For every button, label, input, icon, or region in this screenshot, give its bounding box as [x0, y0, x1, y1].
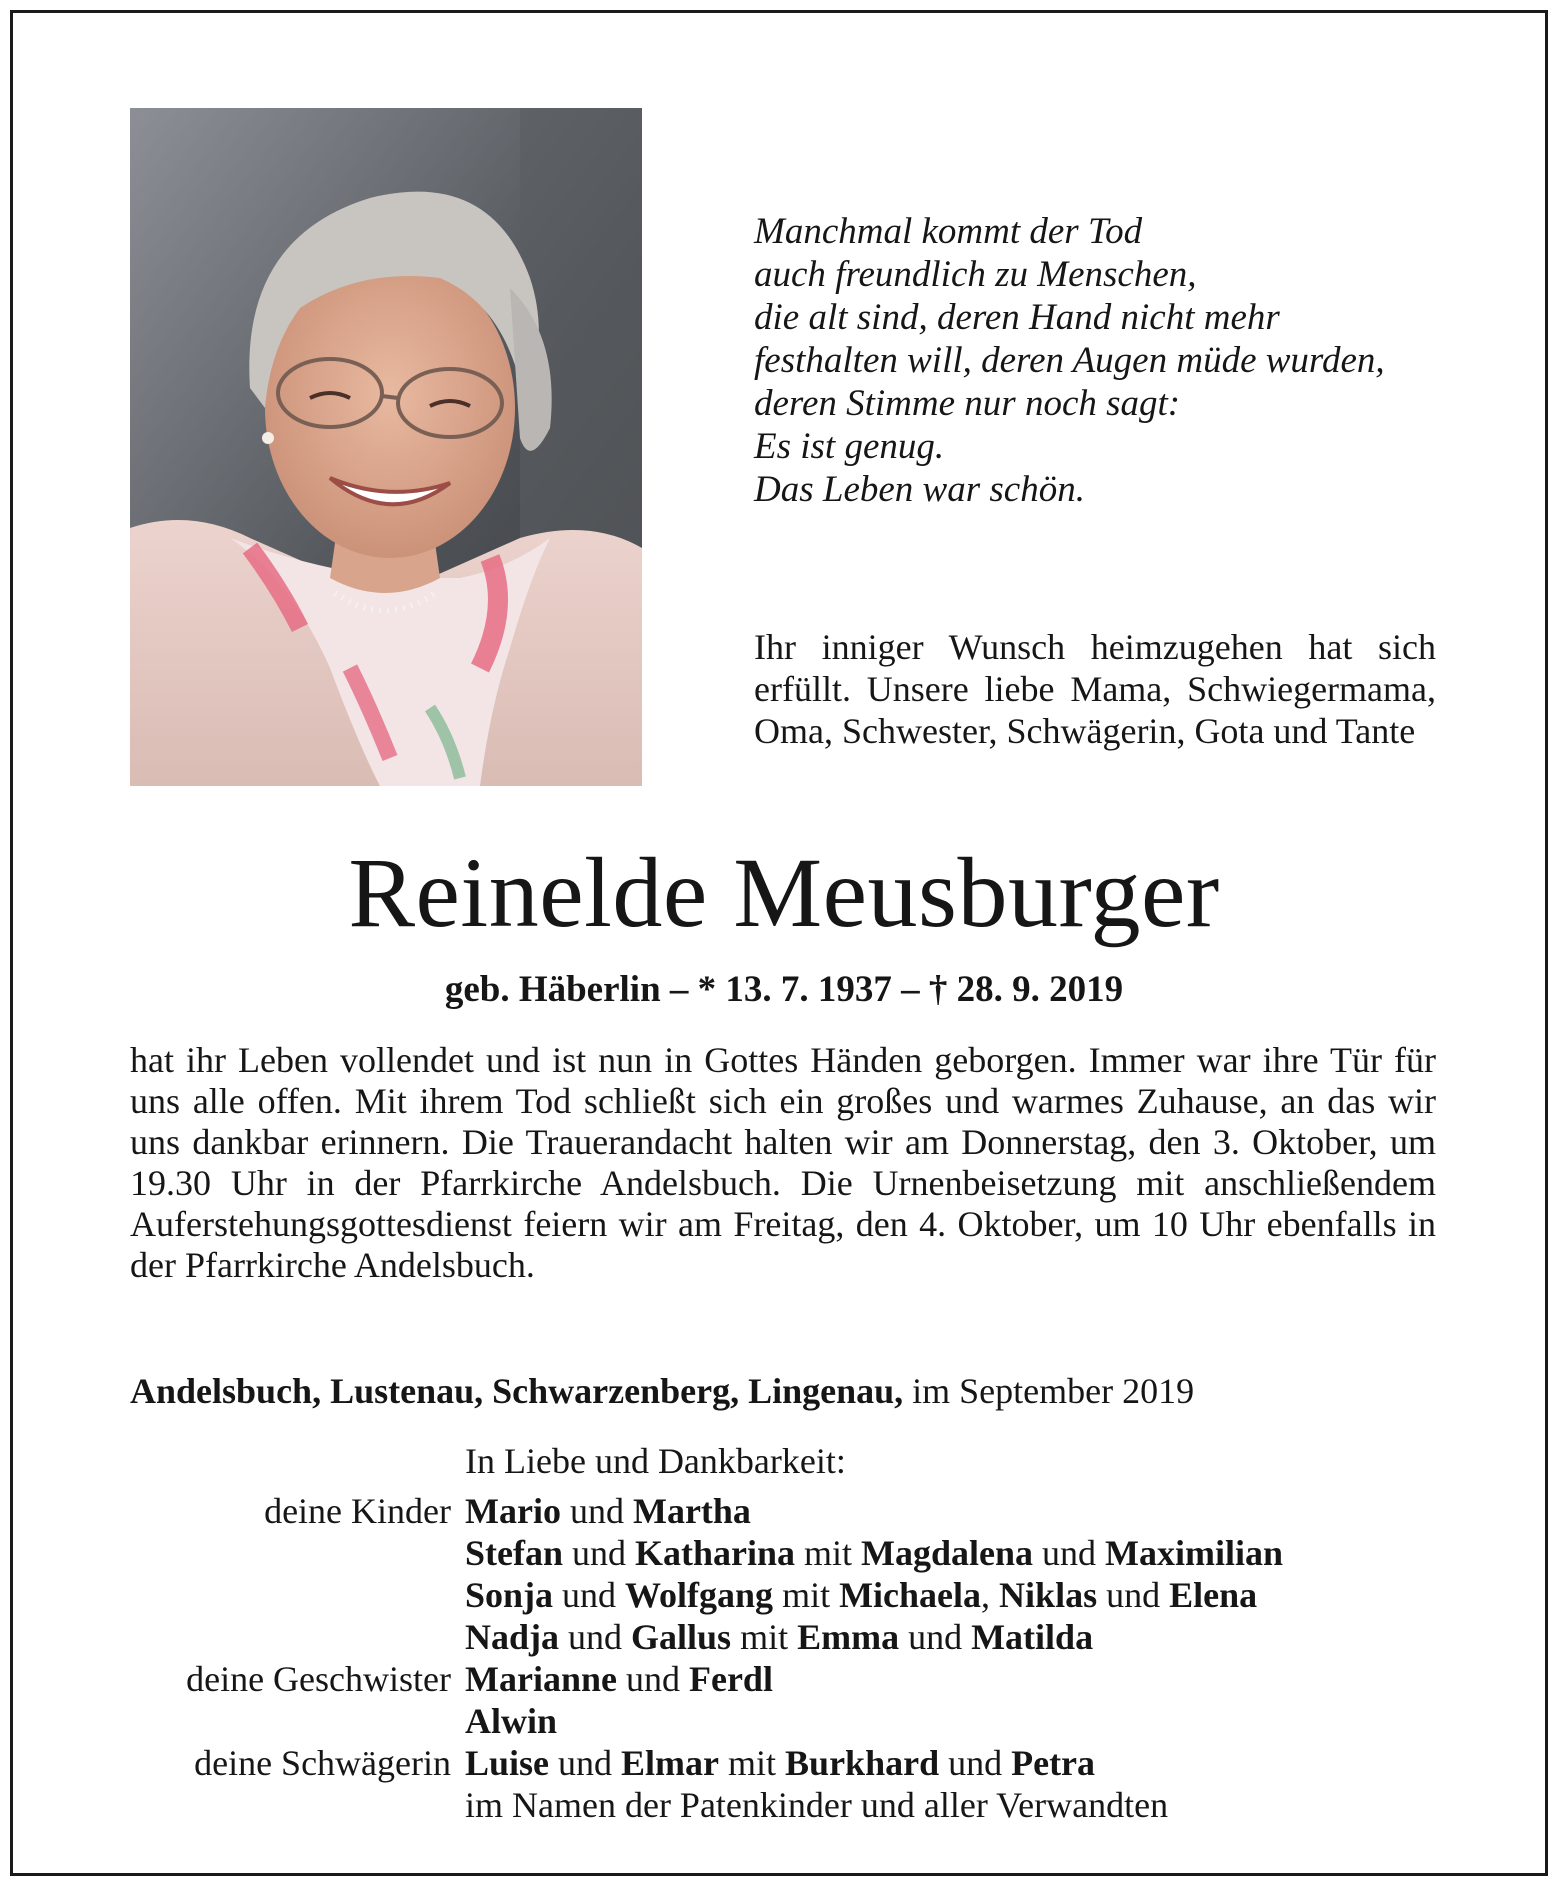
family-names: Alwin: [465, 1701, 558, 1741]
family-closing: im Namen der Patenkinder und aller Verwandten: [465, 1785, 1169, 1825]
places-and-date: [130, 1370, 1470, 1412]
family-row: [0, 1742, 1568, 1784]
announcement-text: hat ihr Leben vollendet und ist nun in Gottes Händen geborgen. Immer war ihre Tür für uns alle offen. Mit ihrem Tod schließt sich ein großes und warmes Zuhause, an das wir uns dankbar erinnern. Die Trauerandacht halten wir am Donnerstag, den 3. Oktober, um 19.30 Uhr in der Pfarrkirche Andelsbuch. Die Urnenbeisetzung mit anschließendem Auferstehungsgottesdienst feiern wir am Freitag, den 4. Oktober, um 10 Uhr ebenfalls in der Pfarrkirche Andelsbuch.: [130, 1040, 1436, 1285]
family-group-label: deine Kinder: [264, 1491, 451, 1531]
family-group-label: deine Geschwister: [186, 1659, 451, 1699]
deceased-name: Reinelde Meusburger: [348, 837, 1220, 948]
family-row: [0, 1700, 1568, 1742]
poem-line: deren Stimme nur noch sagt:: [754, 383, 1181, 424]
family-row: [0, 1658, 1568, 1700]
family-row: [0, 1490, 1568, 1532]
family-row: [0, 1574, 1568, 1616]
poem-line: Manchmal kommt der Tod: [754, 211, 1143, 252]
poem: [754, 210, 1454, 511]
poem-line: auch freundlich zu Menschen,: [754, 254, 1197, 295]
family-names: Sonja und Wolfgang mit Michaela, Niklas und Elena: [465, 1575, 1258, 1615]
family-names: Luise und Elmar mit Burkhard und Petra: [465, 1743, 1096, 1783]
poem-line: die alt sind, deren Hand nicht mehr: [754, 297, 1280, 338]
family-names: Nadja und Gallus mit Emma und Matilda: [465, 1617, 1094, 1657]
family-names: Mario und Martha: [465, 1491, 751, 1531]
thanks-line: In Liebe und Dankbarkeit:: [465, 1441, 846, 1481]
family-names: Stefan und Katharina mit Magdalena und Maximilian: [465, 1533, 1284, 1573]
places-list: Andelsbuch, Lustenau, Schwarzenberg, Lingenau,: [130, 1371, 904, 1411]
family-row: [0, 1532, 1568, 1574]
portrait-photo: [130, 108, 642, 786]
family-list: [0, 1490, 1568, 1826]
intro-text: Ihr inniger Wunsch heimzugehen hat sich erfüllt. Unsere liebe Mama, Schwiegermama, Oma, Schwester, Schwägerin, Gota und Tante: [754, 627, 1436, 751]
poem-line: Das Leben war schön.: [754, 469, 1085, 510]
family-group-label: deine Schwägerin: [194, 1743, 451, 1783]
announcement-date: im September 2019: [912, 1371, 1195, 1411]
family-names: Marianne und Ferdl: [465, 1659, 773, 1699]
family-row: [0, 1616, 1568, 1658]
poem-line: festhalten will, deren Augen müde wurden,: [754, 340, 1385, 381]
family-row: [0, 1784, 1568, 1826]
poem-line: Es ist genug.: [754, 426, 945, 467]
birth-death-dates: geb. Häberlin – * 13. 7. 1937 – † 28. 9. 2019: [444, 969, 1124, 1010]
